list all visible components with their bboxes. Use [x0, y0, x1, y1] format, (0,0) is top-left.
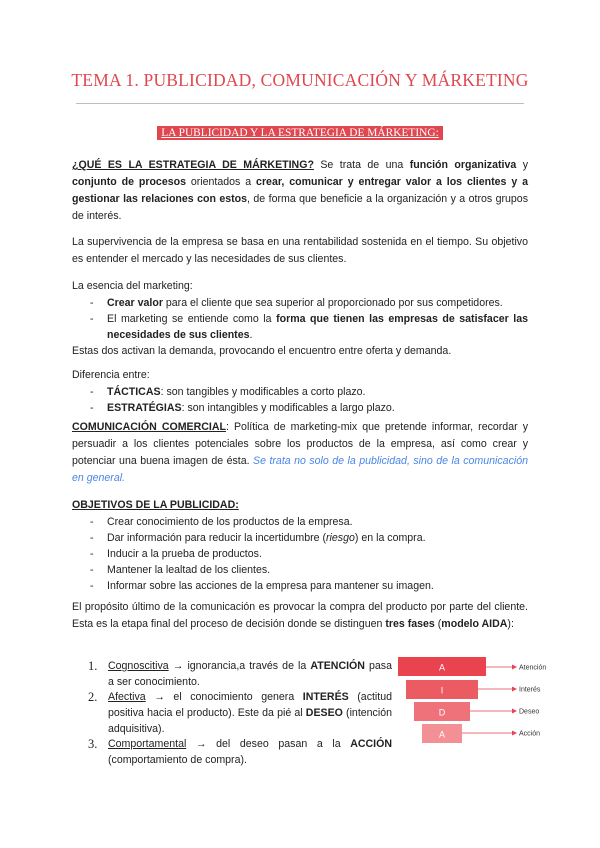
aida-letter: I: [440, 685, 444, 696]
essence-section: [72, 278, 528, 360]
aida-label: Acción: [519, 730, 541, 738]
section-heading: LA PUBLICIDAD Y LA ESTRATEGIA DE MÁRKETING:: [157, 126, 443, 140]
phase-item: 1. Cognoscitiva → ignorancia,a través de la ATENCIÓN pasa a ser conocimiento.: [88, 659, 392, 688]
purpose-paragraph: El propósito último de la comunicación es provocar la compra del producto por parte del cliente. Esta es la etapa final del proceso de decisión donde se distinguen tres fases (modelo AIDA):: [72, 601, 528, 630]
list-item: - Informar sobre las acciones de la empresa para mantener su imagen.: [90, 578, 528, 594]
aida-label: Deseo: [519, 708, 540, 716]
difference-intro: Diferencia entre:: [72, 369, 150, 381]
aida-funnel-diagram: [398, 657, 558, 749]
essence-list: [72, 295, 528, 343]
list-item: - El marketing se entiende como la forma que tienen las empresas de satisfacer las necesidades de sus clientes.: [90, 311, 528, 343]
objectives-list: [72, 514, 528, 594]
aida-letter: A: [438, 662, 446, 673]
list-item: - ESTRATÉGIAS: son intangibles y modificables a largo plazo.: [90, 400, 528, 416]
essence-closing: Estas dos activan la demanda, provocando el encuentro entre oferta y demanda.: [72, 345, 452, 357]
objectives-label: OBJETIVOS DE LA PUBLICIDAD:: [72, 499, 239, 511]
list-item: - Crear conocimiento de los productos de la empresa.: [90, 514, 528, 530]
list-item: - Crear valor para el cliente que sea superior al proporcionado por sus competidores.: [90, 295, 528, 311]
page-title: TEMA 1. PUBLICIDAD, COMUNICACIÓN Y MÁRKETING: [71, 70, 529, 90]
difference-section: [72, 367, 528, 416]
objectives-section: [72, 497, 528, 594]
aida-arrowhead: [512, 709, 517, 714]
commercial-paragraph: COMUNICACIÓN COMERCIAL: Política de marketing-mix que pretende informar, recordar y persuadir a los clientes potenciales sobre los productos de la empresa, así como crear y potenciar una buena imagen de ésta. Se trata no solo de la publicidad, sino de la comunicación en general.: [72, 421, 528, 484]
commercial-note: Se trata no solo de la publicidad, sino de la comunicación en general.: [72, 455, 528, 484]
aida-label: Interés: [519, 686, 541, 694]
title-divider: [76, 103, 524, 104]
aida-arrowhead: [512, 731, 517, 736]
list-item: - Inducir a la prueba de productos.: [90, 546, 528, 562]
commercial-label: COMUNICACIÓN COMERCIAL: [72, 421, 226, 433]
phase-item: 3. Comportamental → del deseo pasan a la ACCIÓN (comportamiento de compra).: [88, 737, 393, 766]
strategy-paragraph: ¿QUÉ ES LA ESTRATEGIA DE MÁRKETING? Se trata de una función organizativa y conjunto de procesos orientados a crear, comunicar y entregar valor a los clientes y a gestionar las relaciones con estos, de forma que beneficie a la organización y a otros grupos de interés.: [72, 159, 528, 222]
list-item: - Mantener la lealtad de los clientes.: [90, 562, 528, 578]
aida-arrowhead: [512, 665, 517, 670]
survival-paragraph: La supervivencia de la empresa se basa en una rentabilidad sostenida en el tiempo. Su objetivo es entender el mercado y las necesidades de sus clientes.: [72, 236, 528, 265]
section-heading-banner: [0, 127, 600, 139]
aida-letter: A: [438, 729, 446, 740]
phase-item: 2. Afectiva → el conocimiento genera INTERÉS (actitud positiva hacia el producto). Este da pié al DESEO (intención adquisitiva).: [88, 690, 393, 735]
list-item: - Dar información para reducir la incertidumbre (riesgo) en la compra.: [90, 530, 528, 546]
list-item: - TÁCTICAS: son tangibles y modificables a corto plazo.: [90, 384, 528, 400]
strategy-label: ¿QUÉ ES LA ESTRATEGIA DE MÁRKETING?: [72, 159, 314, 171]
difference-list: [72, 384, 528, 416]
aida-arrowhead: [512, 687, 517, 692]
aida-letter: D: [438, 707, 446, 718]
aida-label: Atención: [519, 664, 547, 672]
essence-intro: La esencia del marketing:: [72, 280, 193, 292]
